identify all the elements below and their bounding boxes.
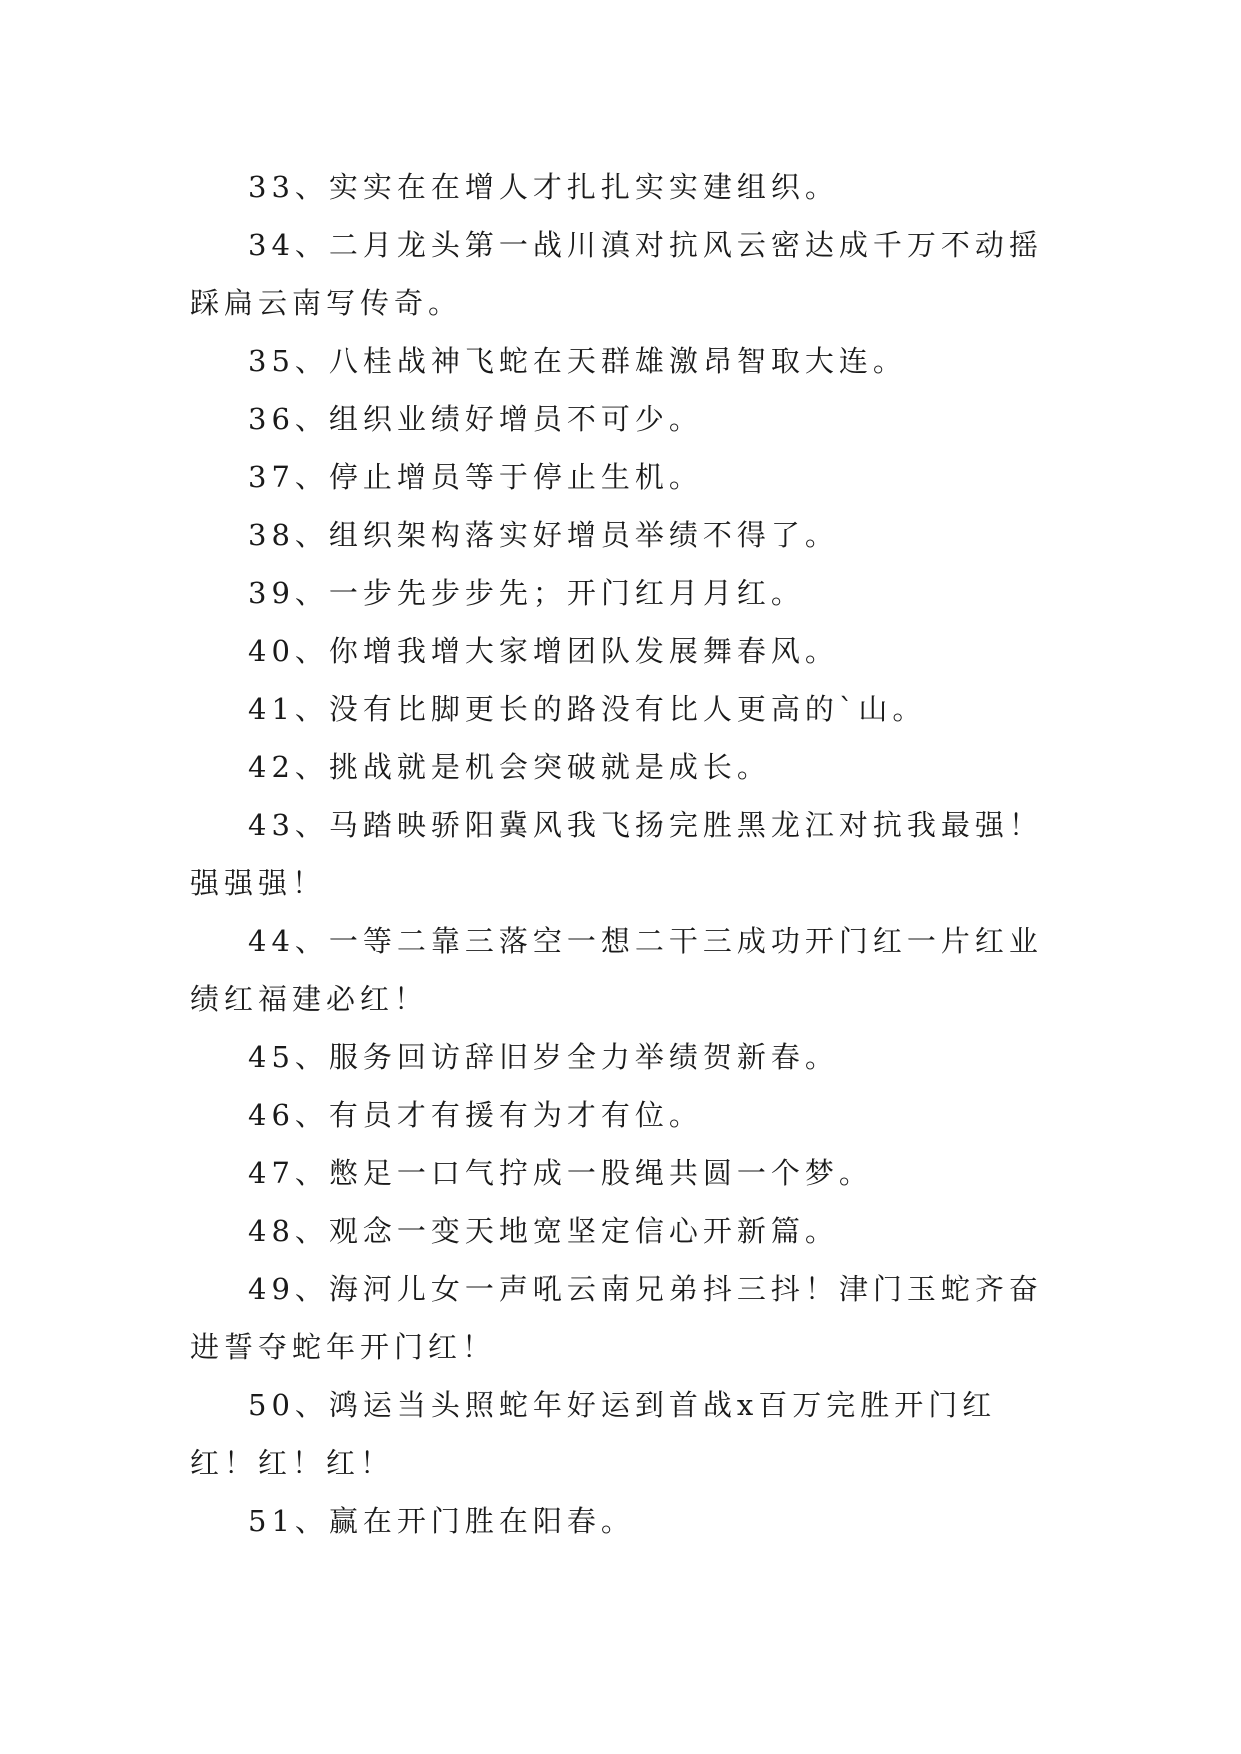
list-item: 46、有员才有援有为才有位。 (248, 1098, 703, 1132)
list-item: 45、服务回访辞旧岁全力举绩贺新春。 (248, 1040, 839, 1074)
list-item: 36、组织业绩好增员不可少。 (248, 402, 703, 436)
list-item: 43、马踏映骄阳冀风我飞扬完胜黑龙江对抗我最强！强强强！ (190, 808, 1043, 900)
list-item: 50、鸿运当头照蛇年好运到首战x百万完胜开门红红！红！红！ (190, 1388, 997, 1480)
list-item: 40、你增我增大家增团队发展舞春风。 (248, 634, 839, 668)
list-item: 38、组织架构落实好增员举绩不得了。 (248, 518, 839, 552)
list-item: 41、没有比脚更长的路没有比人更高的`山。 (248, 692, 927, 726)
list-item: 42、挑战就是机会突破就是成长。 (248, 750, 771, 784)
list-item: 35、八桂战神飞蛇在天群雄激昂智取大连。 (248, 344, 907, 378)
list-item: 51、赢在开门胜在阳春。 (248, 1504, 635, 1538)
list-item: 39、一步先步步先；开门红月月红。 (248, 576, 805, 610)
list-item: 49、海河儿女一声吼云南兄弟抖三抖！津门玉蛇齐奋进誓夺蛇年开门红！ (190, 1272, 1043, 1364)
list-item: 37、停止增员等于停止生机。 (248, 460, 703, 494)
list-item: 47、憋足一口气拧成一股绳共圆一个梦。 (248, 1156, 873, 1190)
list-item: 33、实实在在增人才扎扎实实建组织。 (248, 170, 839, 204)
slogan-list (190, 158, 1060, 1550)
list-item: 44、一等二靠三落空一想二干三成功开门红一片红业绩红福建必红！ (190, 924, 1043, 1016)
list-item: 48、观念一变天地宽坚定信心开新篇。 (248, 1214, 839, 1248)
list-item: 34、二月龙头第一战川滇对抗风云密达成千万不动摇踩扁云南写传奇。 (190, 228, 1043, 320)
